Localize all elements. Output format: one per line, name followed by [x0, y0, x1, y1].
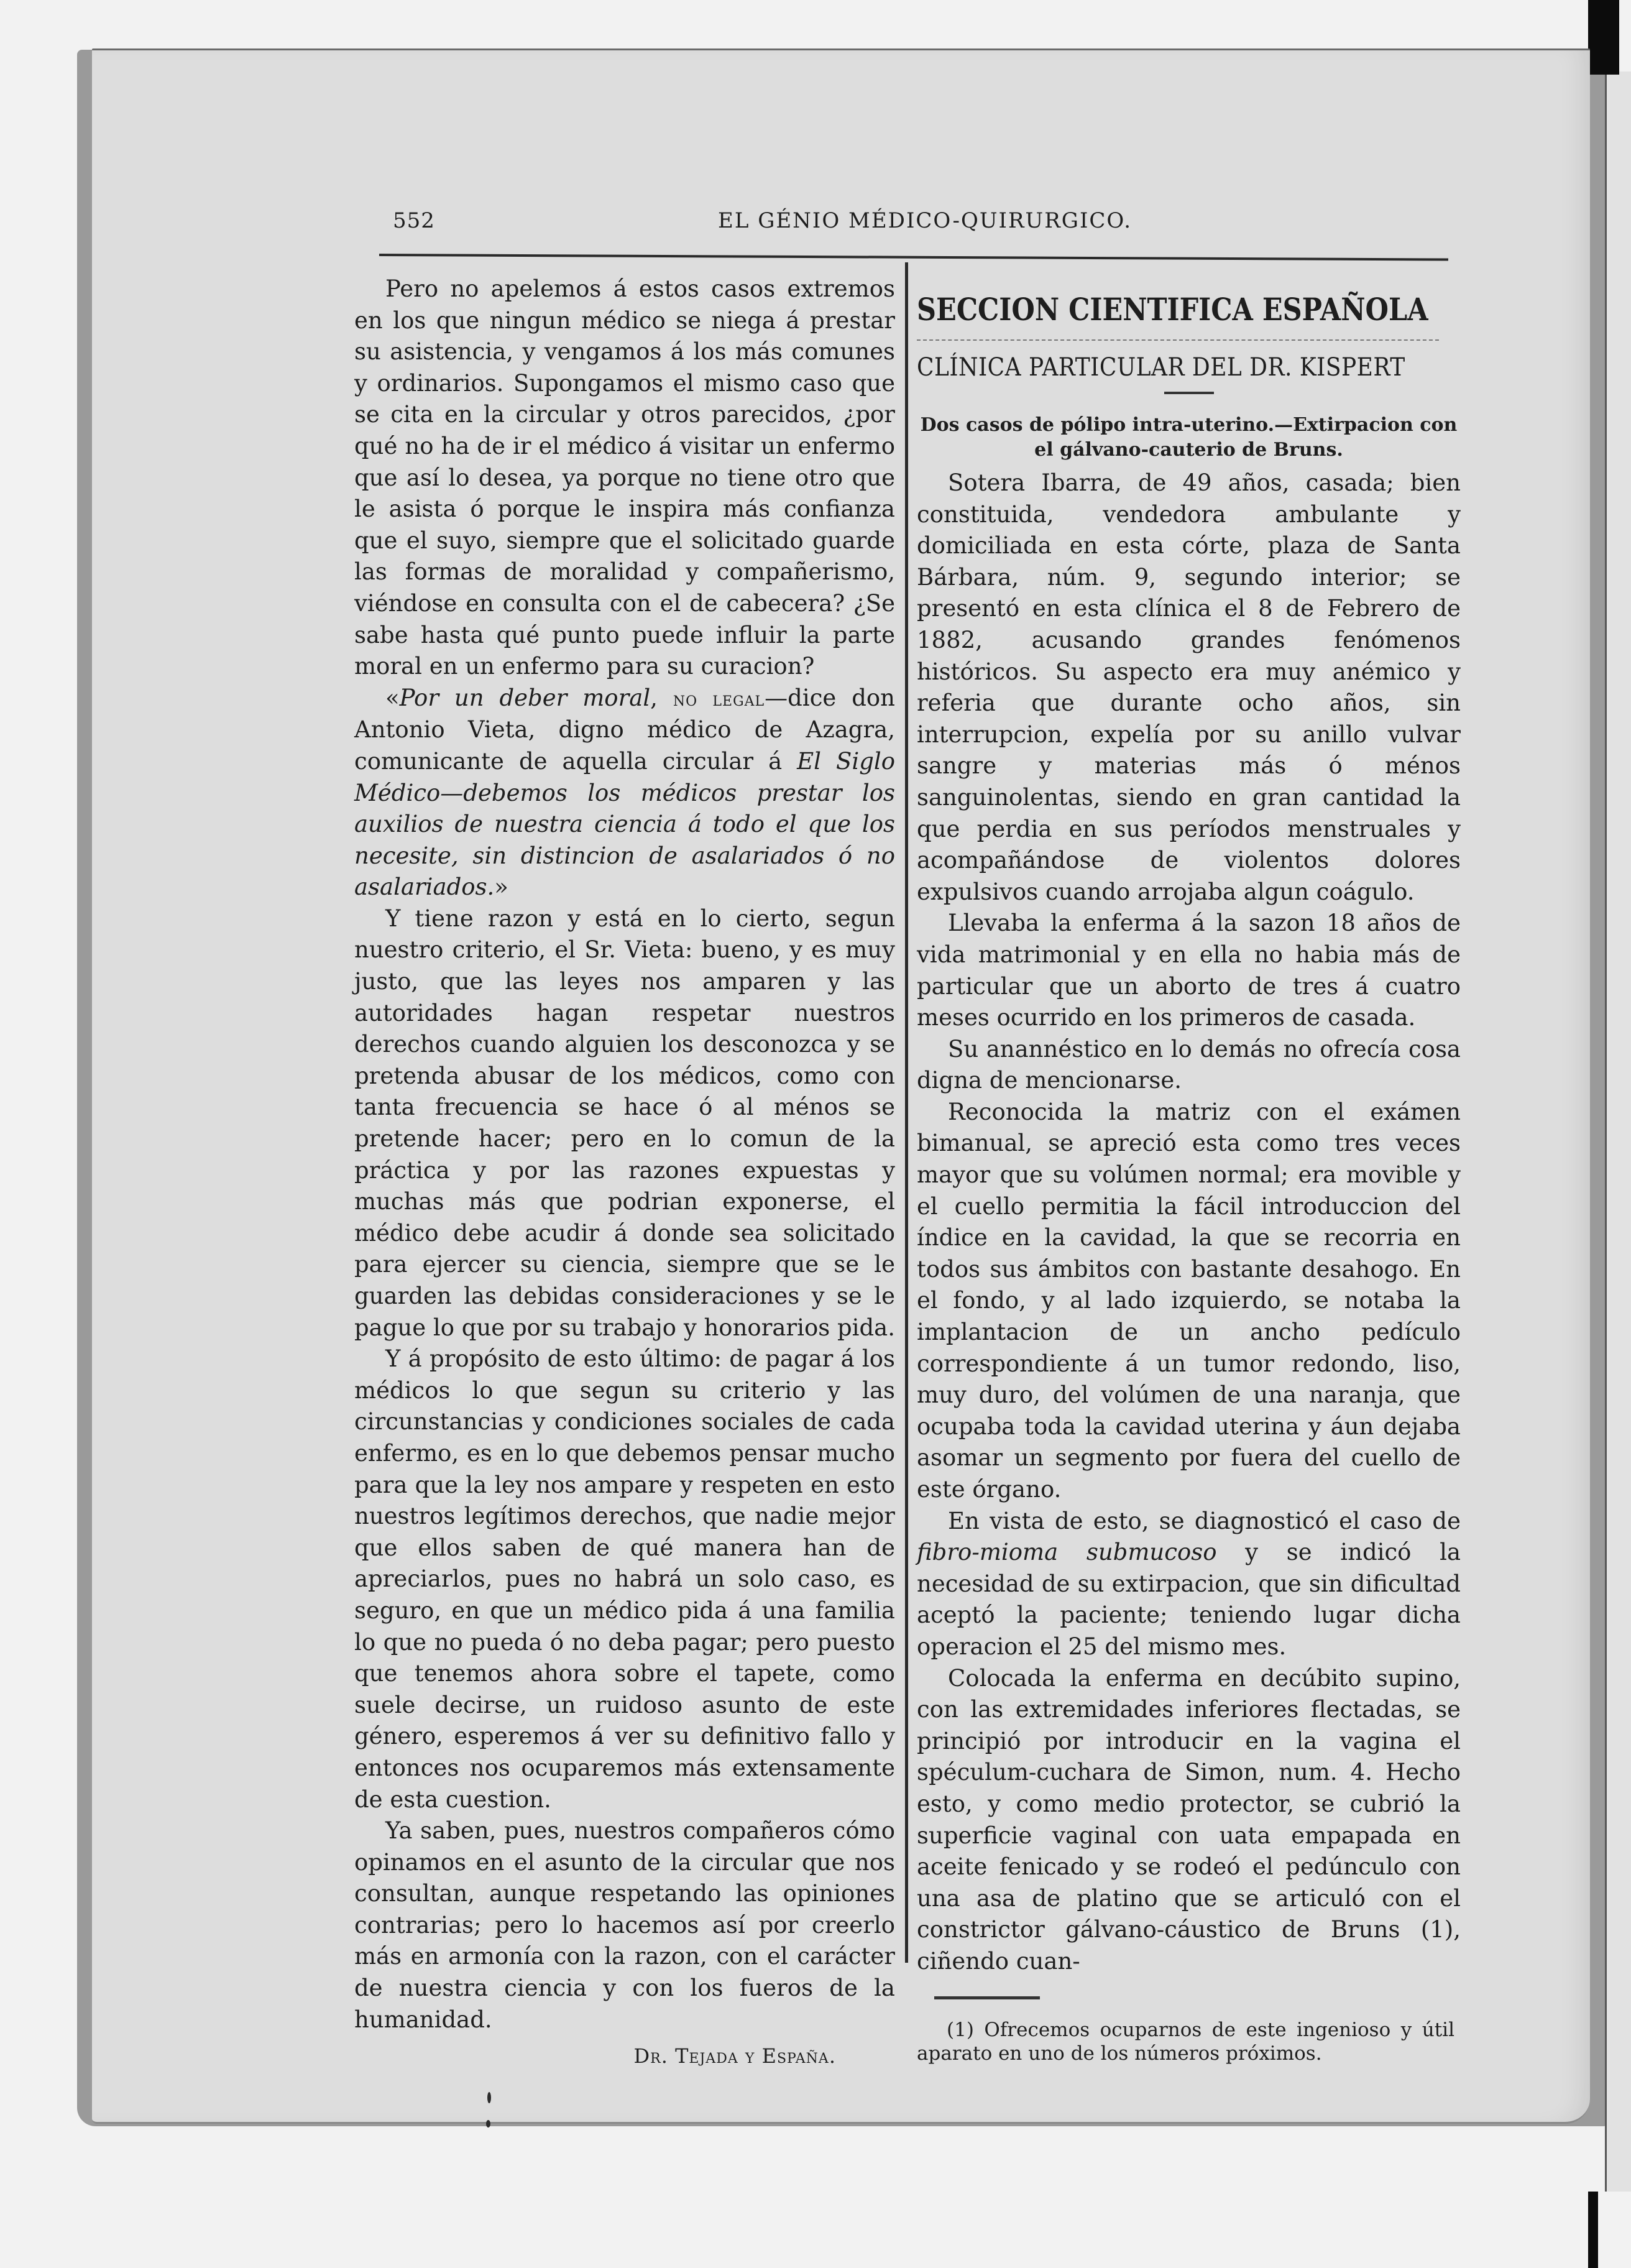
paragraph: Colocada la enferma en decúbito supino, con las extremidades inferiores flectadas, se principió por introducir en la vagina el spéculum-cuchara de Simon, num. 4. Hecho esto, y como medio protector, se cubrió la superficie vaginal con uata empapada en aceite fenicado y se rodeó el pedúnculo con una asa de platino que se articuló con el constrictor gálvano-cáustico de Bruns (1), ciñendo cuan-: [917, 1664, 1461, 1975]
dotted-rule: [917, 339, 1439, 341]
paragraph: Reconocida la matriz con el exámen bimanual, se apreció esta como tres veces mayor que su volúmen normal; era movible y el cuello permitia la fácil introduccion del índice en la cavidad, la que se recorria en todos sus ámbitos con bastante desahogo. En el fondo, y al lado izquierdo, se notaba la implantacion de un ancho pedículo correspondiente á un tumor redondo, liso, muy duro, del volúmen de una naranja, que ocupaba toda la cavidad uterina y áun dejaba asomar un segmento por fuera del cuello de este órgano.: [917, 1098, 1461, 1503]
author-signature: Dr. Tejada y España.: [633, 2044, 836, 2068]
paragraph: Ya saben, pues, nuestros compañeros cómo opinamos en el asunto de la circular que nos consultan, aunque respetando las opiniones contrarias; pero lo hacemos así por creerlo más en armonía con la razon, con el carácter de nuestra ciencia y con los fueros de la humanidad.: [354, 1817, 895, 2033]
quote-italic: El Siglo Médico—debemos los médicos prestar los auxilios de nuestra ciencia á todo el que los necesite, sin distincion de asalariados ó no asalariados.: [354, 747, 895, 901]
paragraph: Sotera Ibarra, de 49 años, casada; bien constituida, vendedora ambulante y domiciliada en esta córte, plaza de Santa Bárbara, núm. 9, segundo interior; se presentó en esta clínica el 8 de Febrero de 1882, acusando grandes fenómenos históricos. Su aspecto era muy anémico y referia que durante ocho años, sin interrupcion, expelía por su anillo vulvar sangre y materias más ó ménos sanguinolentas, siendo en gran cantidad la que perdia en sus períodos menstruales y acompañándose de violentos dolores expulsivos cuando arrojaba algun coágulo.: [917, 469, 1461, 905]
right-column: [917, 274, 1461, 2065]
quote-italic: Por un deber moral: [399, 684, 651, 711]
diagnosis-paragraph: En vista de esto, se diagnosticó el caso de fibro-mioma submucoso y se indicó la necesidad de su extirpacion, que sin dificultad aceptó la paciente; teniendo lugar dicha operacion el 25 del mismo mes.: [917, 1507, 1461, 1660]
column-divider: [905, 262, 908, 1963]
binding-clip-top: [1588, 0, 1619, 75]
footnote: (1) Ofrecemos ocuparnos de este ingenioso y útil aparato en uno de los números próximos.: [917, 2018, 1454, 2065]
paragraph: Y tiene razon y está en lo cierto, segun nuestro criterio, el Sr. Vieta: bueno, y es muy justo, que las leyes nos amparen y las autoridades hagan respetar nuestros derechos cuando alguien los desconozca y se pretenda abusar de los médicos, como con tanta frecuencia se hace ó al ménos se pretende hacer; pero en lo comun de la práctica y por las razones expuestas y muchas más que podrian exponerse, el médico debe acudir á donde sea solicitado para ejercer su ciencia, siempre que se le guarden las debidas consideraciones y se le pague lo que por su trabajo y honorarios pida.: [354, 905, 896, 1341]
section-title: SECCION CIENTIFICA ESPAÑOLA: [917, 291, 1428, 328]
binding-clip-bottom: [1588, 2192, 1598, 2268]
ink-blot: [486, 2120, 490, 2127]
paragraph: Llevaba la enferma á la sazon 18 años de vida matrimonial y en ella no habia más de particular que un aborto de tres á cuatro meses ocurrido en los primeros de casada.: [917, 910, 1461, 1031]
running-head: [385, 208, 1454, 246]
ink-blot: [487, 2092, 491, 2103]
diagnosis-term: fibro-mioma submucoso: [917, 1539, 1217, 1566]
paragraph: Y á propósito de esto último: de pagar á los médicos lo que segun su criterio y las circunstancias y condiciones sociales de cada enfermo, es en lo que debemos pensar mucho para que la ley nos ampare y respeten en esto nuestros legítimos derechos, que nadie mejor que ellos saben de qué manera han de apreciarlos, pues no habrá un solo caso, es seguro, en que un médico pida á una familia lo que no pueda ó no deba pagar; pero puesto que tenemos ahora sobre el tapete, como suele decirse, un ruidoso asunto de este género, esperemos á ver su definitivo fallo y entonces nos ocuparemos más extensamente de esta cuestion.: [354, 1345, 895, 1813]
footnote-rule: [934, 1996, 1040, 1999]
page-number: 552: [393, 208, 435, 233]
quote-smallcaps: no legal: [673, 686, 765, 711]
paragraph: Su anannéstico en lo demás no ofrecía cosa digna de mencionarse.: [917, 1035, 1461, 1094]
clinic-title: CLÍNICA PARTICULAR DEL DR. KISPERT: [917, 353, 1405, 382]
short-rule: [1164, 392, 1214, 394]
paragraph: Pero no apelemos á estos casos extremos en los que ningun médico se niega á prestar su asistencia, y vengamos á los más comunes y ordinarios. Supongamos el mismo caso que se cita en la circular y otros parecidos, ¿por qué no ha de ir el médico á visitar un enfermo que así lo desea, ya porque no tiene otro que le asista ó porque le inspira más confianza que el suyo, siempre que el solicitado guarde las formas de moralidad y compañerismo, viéndose en consulta con el de cabecera? ¿Se sabe hasta qué punto puede influir la parte moral en un enfermo para su curacion?: [354, 275, 895, 680]
facing-page-edge: [1605, 71, 1631, 2192]
journal-title: EL GÉNIO MÉDICO-QUIRURGICO.: [718, 208, 1133, 233]
article-subheading: Dos casos de pólipo intra-uterino.—Extirpacion con el gálvano-cauterio de Bruns.: [920, 414, 1458, 461]
left-column: [354, 274, 895, 2072]
quote-paragraph: «Por un deber moral, no legal—dice don Antonio Vieta, digno médico de Azagra, comunicante de aquella circular á El Siglo Médico—debemos los médicos prestar los auxilios de nuestra ciencia á todo el que los necesite, sin distincion de asalariados ó no asalariados.»: [354, 684, 895, 901]
